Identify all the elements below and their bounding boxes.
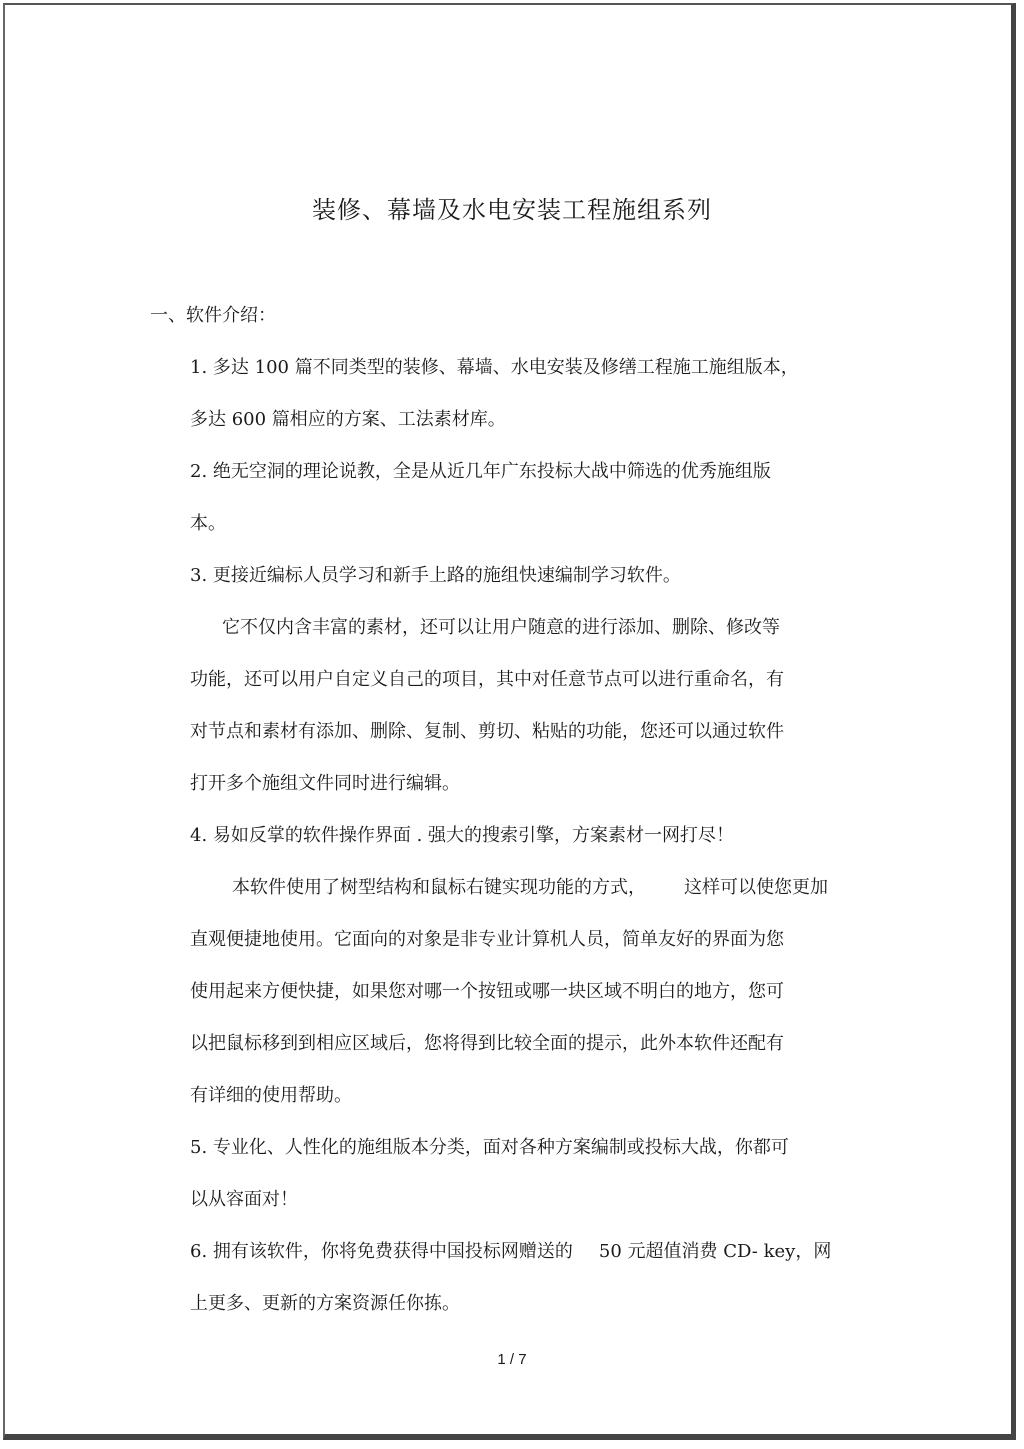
paragraph-line-part: 50 元超值消费 CD- key，网: [598, 1241, 832, 1262]
paragraph-line: 本。: [190, 513, 226, 534]
paragraph-line: 以把鼠标移到到相应区域后，您将得到比较全面的提示，此外本软件还配有: [190, 1033, 784, 1054]
paragraph-line: 以从容面对！: [190, 1189, 298, 1210]
section-heading: 一、软件介绍：: [150, 305, 276, 326]
paragraph-line: 1. 多达 100 篇不同类型的装修、幕墙、水电安装及修缮工程施工施组版本，: [190, 357, 799, 378]
paragraph-line: 有详细的使用帮助。: [190, 1085, 352, 1106]
paragraph-line: 打开多个施组文件同时进行编辑。: [190, 773, 460, 794]
paragraph-line: 4. 易如反掌的软件操作界面 . 强大的搜索引擎，方案素材一网打尽！: [190, 825, 735, 846]
paragraph-line: 它不仅内含丰富的素材，还可以让用户随意的进行添加、删除、修改等: [222, 617, 780, 638]
paragraph-line: [190, 1238, 831, 1266]
paragraph-line-part: 6. 拥有该软件，你将免费获得中国投标网赠送的: [190, 1241, 573, 1262]
paragraph-line: 2. 绝无空洞的理论说教，全是从近几年广东投标大战中筛选的优秀施组版: [190, 461, 771, 482]
paragraph-line: 功能，还可以用户自定义自己的项目，其中对任意节点可以进行重命名，有: [190, 669, 784, 690]
paragraph-line-part: 本软件使用了树型结构和鼠标右键实现功能的方式，: [232, 877, 646, 898]
paragraph-line: 上更多、更新的方案资源任你拣。: [190, 1293, 460, 1314]
paragraph-line: 5. 专业化、人性化的施组版本分类，面对各种方案编制或投标大战，你都可: [190, 1137, 789, 1158]
paragraph-line: [232, 874, 828, 902]
paragraph-line: 多达 600 篇相应的方案、工法素材库。: [190, 409, 506, 430]
paragraph-line-part: 这样可以使您更加: [684, 877, 828, 898]
paragraph-line: 对节点和素材有添加、删除、复制、剪切、粘贴的功能，您还可以通过软件: [190, 721, 784, 742]
paragraph-line: 3. 更接近编标人员学习和新手上路的施组快速编制学习软件。: [190, 565, 681, 586]
page-number: 1 / 7: [497, 1351, 527, 1368]
paragraph-line: 使用起来方便快捷，如果您对哪一个按钮或哪一块区域不明白的地方，您可: [190, 981, 784, 1002]
paragraph-line: 直观便捷地使用。它面向的对象是非专业计算机人员，简单友好的界面为您: [190, 929, 784, 950]
document-title: 装修、幕墙及水电安装工程施组系列: [312, 196, 712, 224]
